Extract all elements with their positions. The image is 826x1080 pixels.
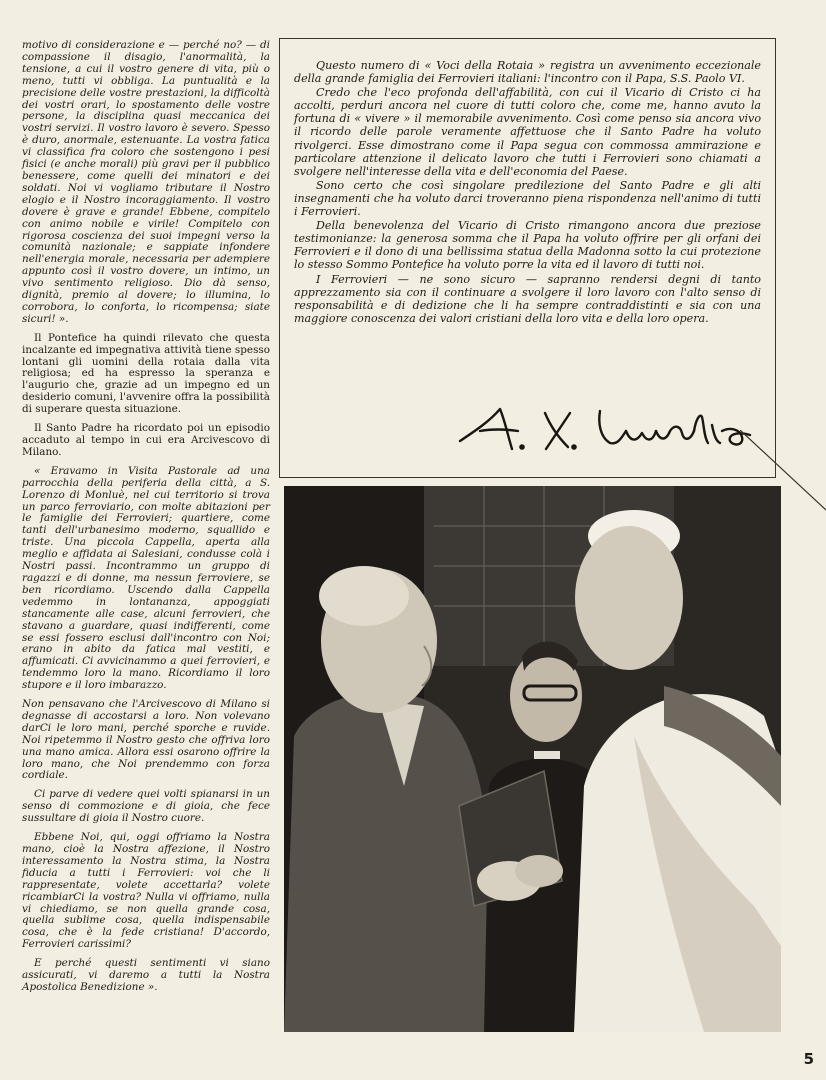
left-paragraph: Il Santo Padre ha ricordato poi un episodio accaduto al tempo in cui era Arcivescovo di Milano. (22, 422, 270, 458)
left-paragraph: Ci parve di vedere quei volti spianarsi in un senso di commozione e di gioia, che fece sussultare di gioia il Nostro cuore. (22, 788, 270, 825)
left-paragraph: E perché questi sentimenti vi siano assicurati, vi daremo a tutti la Nostra Apostolica Benedizione ». (22, 957, 270, 993)
left-paragraph: Ebbene Noi, qui, oggi offriamo la Nostra mano, cioè la Nostra affezione, il Nostro interessamento la Nostra stima, la Nostra fiducia a tutti i Ferrovieri: voi che li rappresentate, volete accettarla? volete ricambiarCi la vostra? Nulla vi offriamo, nulla vi chiediamo, se non quella grande cosa, quella sublime cosa, quella indispensabile cosa, che è la fede cristiana! D'accordo, Ferrovieri carissimi? (22, 831, 270, 951)
box-paragraph: Sono certo che così singolare predilezione del Santo Padre e gli alti insegnamenti che ha voluto darci troveranno piena rispondenza nell'animo di tutti i Ferrovieri. (294, 178, 761, 219)
box-paragraph: I Ferrovieri — ne sono sicuro — sapranno rendersi degni di tanto apprezzamento sia con il continuare a svolgere il loro lavoro con l'alto senso di responsabilità e di dedizione che li ha sempre contraddistinti e sia con una maggiore conoscenza dei valori cristiani della loro vita e della loro opera. (294, 272, 761, 325)
handwritten-signature (450, 401, 770, 461)
boxed-message (279, 38, 776, 478)
left-paragraph: « Eravamo in Visita Pastorale ad una parrocchia della periferia della città, a S. Lorenzo di Monluè, nel cui territorio si trova un parco ferroviario, con molte abitazioni per le famiglie dei Ferrovieri; quartiere, come tanti dell'urbanesimo moderno, squallido e triste. Una piccola Cappella, aperta alla meglio e affidata ai Salesiani, condusse colà i Nostri passi. Incontrammo un gruppo di ragazzi e di donne, ma nessun ferroviere, se ben ricordiamo. Uscendo dalla Cappella vedemmo in lontananza, appoggiati stancamente alle case, alcuni ferrovieri, che stavano a guardare, quasi indifferenti, come se essi fossero esclusi dall'incontro con Noi; erano in abito da fatica mal vestiti, e affumicati. Ci avvicinammo a quei ferrovieri, e tendemmo loro la mano. Ricordiamo il loro stupore e il loro imbarazzo. (22, 464, 270, 692)
left-paragraph: Il Pontefice ha quindi rilevato che questa incalzante ed impegnativa attività tiene spesso lontani gli uomini della rotaia dalla vita religiosa; ed ha espresso la speranza e l'augurio che, grazie ad un impegno ed un desiderio comuni, l'avvenire offra la possibilità di superare questa situazione. (22, 331, 270, 416)
photo-illustration (284, 486, 781, 1032)
photograph-pope-meeting (284, 486, 781, 1032)
left-column-text (22, 40, 270, 1001)
left-paragraph: Non pensavano che l'Arcivescovo di Milano si degnasse di accostarsi a loro. Non volevano darCi le loro mani, perché sporche e ruvide. Noi ripetemmo il Nostro gesto che offriva loro una mano amica. Allora essi osarono offrire la loro mano, che Noi prendemmo con forza cordiale. (22, 698, 270, 782)
left-paragraph: motivo di considerazione e — perché no? — di compassione il disagio, l'anormalità, la tensione, a cui il vostro genere di vita, più o meno, tutti vi obbliga. La puntualità e la precisione delle vostre prestazioni, la difficoltà dei vostri orari, lo spostamento delle vostre persone, la disciplina quasi meccanica dei vostri servizi. Il vostro lavoro è severo. Spesso è duro, anormale, estenuante. La vostra fatica vi classifica fra coloro che sostengono i pesi fisici (e anche morali) più gravi per il pubblico benessere, come quelli dei minatori e dei soldati. Noi vi vogliamo tributare il Nostro elogio e il Nostro incoraggiamento. Il vostro dovere è grave e grande! Ebbene, compitelo con animo nobile e virile! Compitelo con rigorosa coscienza dei suoi impegni verso la comunità nazionale; e sappiate infondere nell'energia morale, necessaria per adempiere appunto così il vostro dovere, un intimo, un vivo sentimento religioso. Dio dà senso, dignità, premio al dovere; lo illumina, lo corrobora, lo conforta, lo ricompensa; siate sicuri! ». (22, 39, 270, 325)
box-paragraph: Della benevolenza del Vicario di Cristo rimangono ancora due preziose testimonianze: la generosa somma che il Papa ha voluto offrire per gli orfani dei Ferrovieri e il dono di una bellissima statua della Madonna sotto la cui protezione lo stesso Sommo Pontefice ha voluto porre la vita ed il lavoro di tutti noi. (294, 219, 761, 272)
page-number: 5 (803, 1050, 814, 1068)
box-paragraph: Credo che l'eco profonda dell'affabilità, con cui il Vicario di Cristo ci ha accolti, perduri ancora nel cuore di tutti coloro che, come me, hanno avuto la fortuna di « vivere » il memorabile avvenimento. Così come penso sia ancora vivo il ricordo delle parole veramente affettuose che il Santo Padre ha voluto rivolgerci. Esse dimostrano come il Papa segua con commossa ammirazione e particolare attenzione il delicato lavoro che tutti i Ferrovieri sono chiamati a svolgere nell'interesse della vita e dell'economia del Paese. (294, 86, 761, 178)
box-paragraph: Questo numero di « Voci della Rotaia » registra un avvenimento eccezionale della grande famiglia dei Ferrovieri italiani: l'incontro con il Papa, S.S. Paolo VI. (294, 59, 761, 86)
